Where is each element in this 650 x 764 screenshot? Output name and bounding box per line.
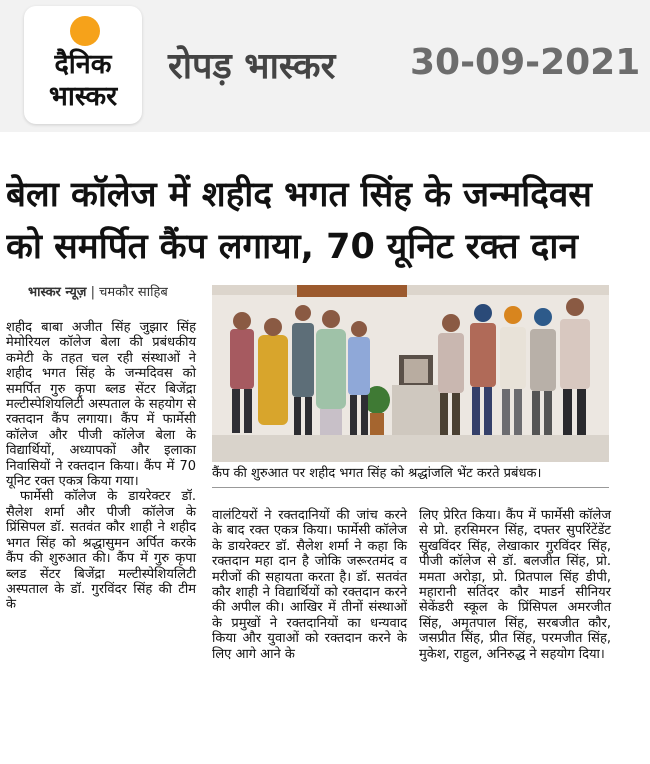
newspaper-logo <box>24 6 142 124</box>
column-1-paragraph-2: फार्मेसी कॉलेज के डायरेक्टर डॉ. सैलेश शर्मा और पीजी कॉलेज के प्रिंसिपल डॉ. सतवंत कौर शाही ने शहीद भगत सिंह को श्रद्धासुमन अर्पित करके कैंप की शुरुआत की। कैंप में गुरु कृपा ब्लड सेंटर बिजेंद्रा मल्टीस्पेशियलिटी अस्पताल के डॉ. गुरविंदर सिंह की टीम के <box>6 489 196 613</box>
byline <box>28 282 168 300</box>
photo-caption: कैंप की शुरुआत पर शहीद भगत सिंह को श्रद्धांजलि भेंट करते प्रबंधक। <box>212 466 542 481</box>
group-photo-image <box>212 285 609 462</box>
column-1-paragraph-1: शहीद बाबा अजीत सिंह जुझार सिंह मेमोरियल कॉलेज बेला की प्रबंधकीय कमेटी के तहत चल रही संस्थाओं ने शहीद भगत सिंह के जन्मदिवस को समर्पित गुरु कृपा ब्लड सेंटर बिजेंद्रा मल्टीस्पेशियलिटी अस्पताल के सहयोग से रक्तदान कैंप लगाया। कैंप में फार्मेसी कॉलेज और पीजी कॉलेज बेला के विद्यार्थियों, अध्यापकों और इलाका निवासियों ने रक्तदान किया। कैंप में 70 यूनिट रक्त एकत्र किया गया। <box>6 320 196 490</box>
column-3-paragraph: लिए प्रेरित किया। कैंप में फार्मेसी कॉलेज से प्रो. हरसिमरन सिंह, दफ्तर सुपरिंटेंडेंट सुखविंदर सिंह, लेखाकार गुरविंदर सिंह, पीजी कॉलेज से डॉ. बलजीत सिंह, प्रो. ममता अरोड़ा, प्रो. प्रितपाल सिंह डीपी, महारानी सतिंदर कौर माडर्न सीनियर सेकेंडरी स्कूल के प्रिंसिपल अमरजीत सिंह, अमृतपाल सिंह, सरबजीत कौर, जसप्रीत सिंह, प्रीत सिंह, परमजीत सिंह, मुकेश, राहुल, अनिरुद्ध ने सहयोग दिया। <box>419 508 611 662</box>
caption-divider <box>212 487 609 488</box>
header-bar <box>0 0 650 132</box>
byline-separator: | <box>90 285 95 300</box>
edition-date: 30-09-2021 <box>410 42 641 83</box>
article-column-1 <box>6 320 196 613</box>
headline-line-2: को समर्पित कैंप लगाया, 70 यूनिट रक्त दान <box>6 227 578 267</box>
byline-source: भास्कर न्यूज़ <box>28 285 87 300</box>
logo-line-1: दैनिक <box>54 49 112 80</box>
sun-icon <box>70 16 100 46</box>
byline-place: चमकौर साहिब <box>99 285 168 300</box>
edition-name: रोपड़ भास्कर <box>168 46 336 87</box>
headline-line-1: बेला कॉलेज में शहीद भगत सिंह के जन्मदिवस <box>6 175 592 215</box>
article-photo <box>212 285 609 462</box>
article-column-2 <box>212 508 407 662</box>
logo-line-2: भास्कर <box>48 81 118 112</box>
article-column-3 <box>419 508 611 662</box>
column-2-paragraph: वालंटियरों ने रक्तदानियों की जांच करने के बाद रक्त एकत्र किया। फार्मेसी कॉलेज के डायरेक्टर डॉ. सैलेश शर्मा ने कहा कि रक्तदान महा दान है जोकि जरूरतमंद व मरीजों की सहायता करता है। डॉ. सतवंत कौर शाही ने विद्यार्थियों को रक्तदान करने की अपील की। आखिर में तीनों संस्थाओं के प्रमुखों ने रक्तदानियों का धन्यवाद किया और युवाओं को रक्तदान करने के लिए आगे आने के <box>212 508 407 662</box>
